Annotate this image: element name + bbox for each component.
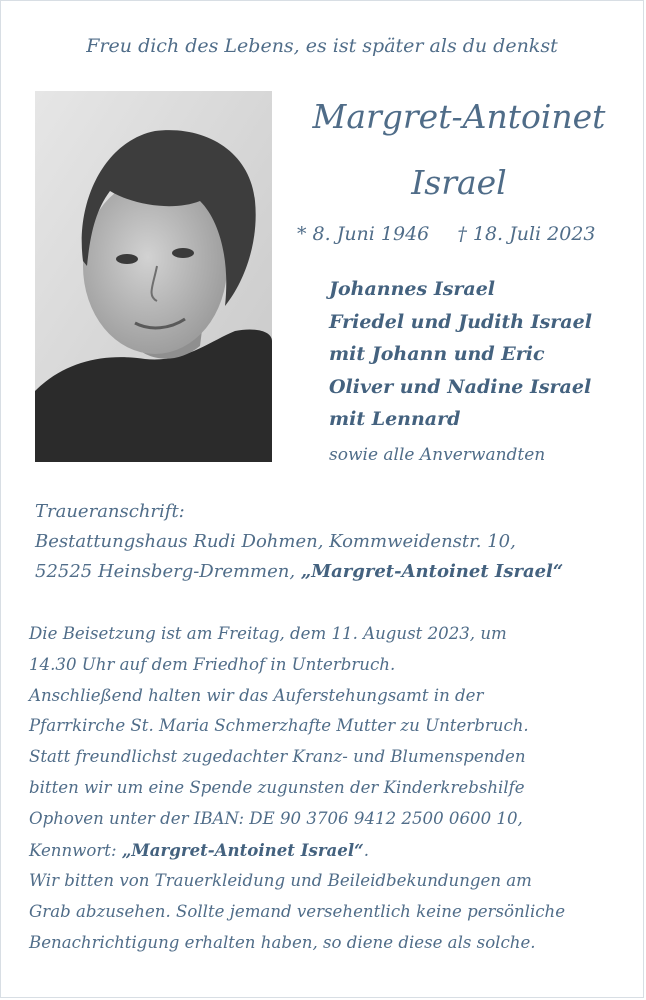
life-dates — [297, 223, 617, 245]
death-date: † 18. Juli 2023 — [457, 223, 596, 245]
motto: Freu dich des Lebens, es ist später als du denkst — [86, 35, 558, 57]
body-line: Benachrichtigung erhalten haben, so diene diese als solche. — [29, 932, 536, 952]
funeral-details — [29, 619, 625, 959]
keyword-name: „Margret-Antoinet Israel“ — [121, 839, 364, 860]
family-member: Oliver und Nadine Israel — [329, 375, 592, 398]
address-reference-name: „Margret-Antoinet Israel“ — [300, 561, 564, 582]
body-line: Wir bitten von Trauerkleidung und Beileidbekundungen am — [29, 871, 532, 891]
body-line: Anschließend halten wir das Auferstehungsamt in der — [29, 685, 484, 705]
birth-date: * 8. Juni 1946 — [297, 223, 430, 245]
address-postcode-city: 52525 Heinsberg-Dremmen, — [35, 561, 296, 582]
body-line: Statt freundlichst zugedachter Kranz- und Blumenspenden — [29, 747, 526, 767]
mourning-address — [35, 497, 563, 587]
deceased-first-names: Margret-Antoinet — [312, 97, 606, 136]
keyword-label: Kennwort: — [29, 840, 117, 860]
address-line-1: Bestattungshaus Rudi Dohmen, Kommweidenstr. 10, — [35, 531, 516, 552]
family-member: Friedel und Judith Israel — [329, 310, 592, 333]
body-line: Die Beisetzung ist am Freitag, dem 11. August 2023, um — [29, 624, 507, 643]
family-member: mit Lennard — [329, 408, 461, 430]
deceased-surname: Israel — [411, 163, 507, 202]
body-line: Grab abzusehen. Sollte jemand versehentlich keine persönliche — [29, 902, 566, 922]
address-label: Traueranschrift: — [35, 501, 185, 522]
family-list — [329, 273, 592, 436]
address-line-2 — [35, 557, 563, 587]
portrait-photo — [35, 91, 272, 462]
body-line — [29, 835, 625, 867]
family-member: Johannes Israel — [329, 278, 496, 300]
body-line: 14.30 Uhr auf dem Friedhof in Unterbruch. — [29, 654, 396, 674]
family-member: mit Johann und Eric — [329, 343, 545, 365]
keyword-suffix: . — [363, 840, 369, 860]
body-line: Pfarrkirche St. Maria Schmerzhafte Mutter zu Unterbruch. — [29, 716, 529, 736]
body-line: bitten wir um eine Spende zugunsten der Kinderkrebshilfe — [29, 777, 525, 797]
family-extra: sowie alle Anverwandten — [329, 445, 546, 465]
body-line: Ophoven unter der IBAN: DE 90 3706 9412 2500 0600 10, — [29, 808, 523, 828]
